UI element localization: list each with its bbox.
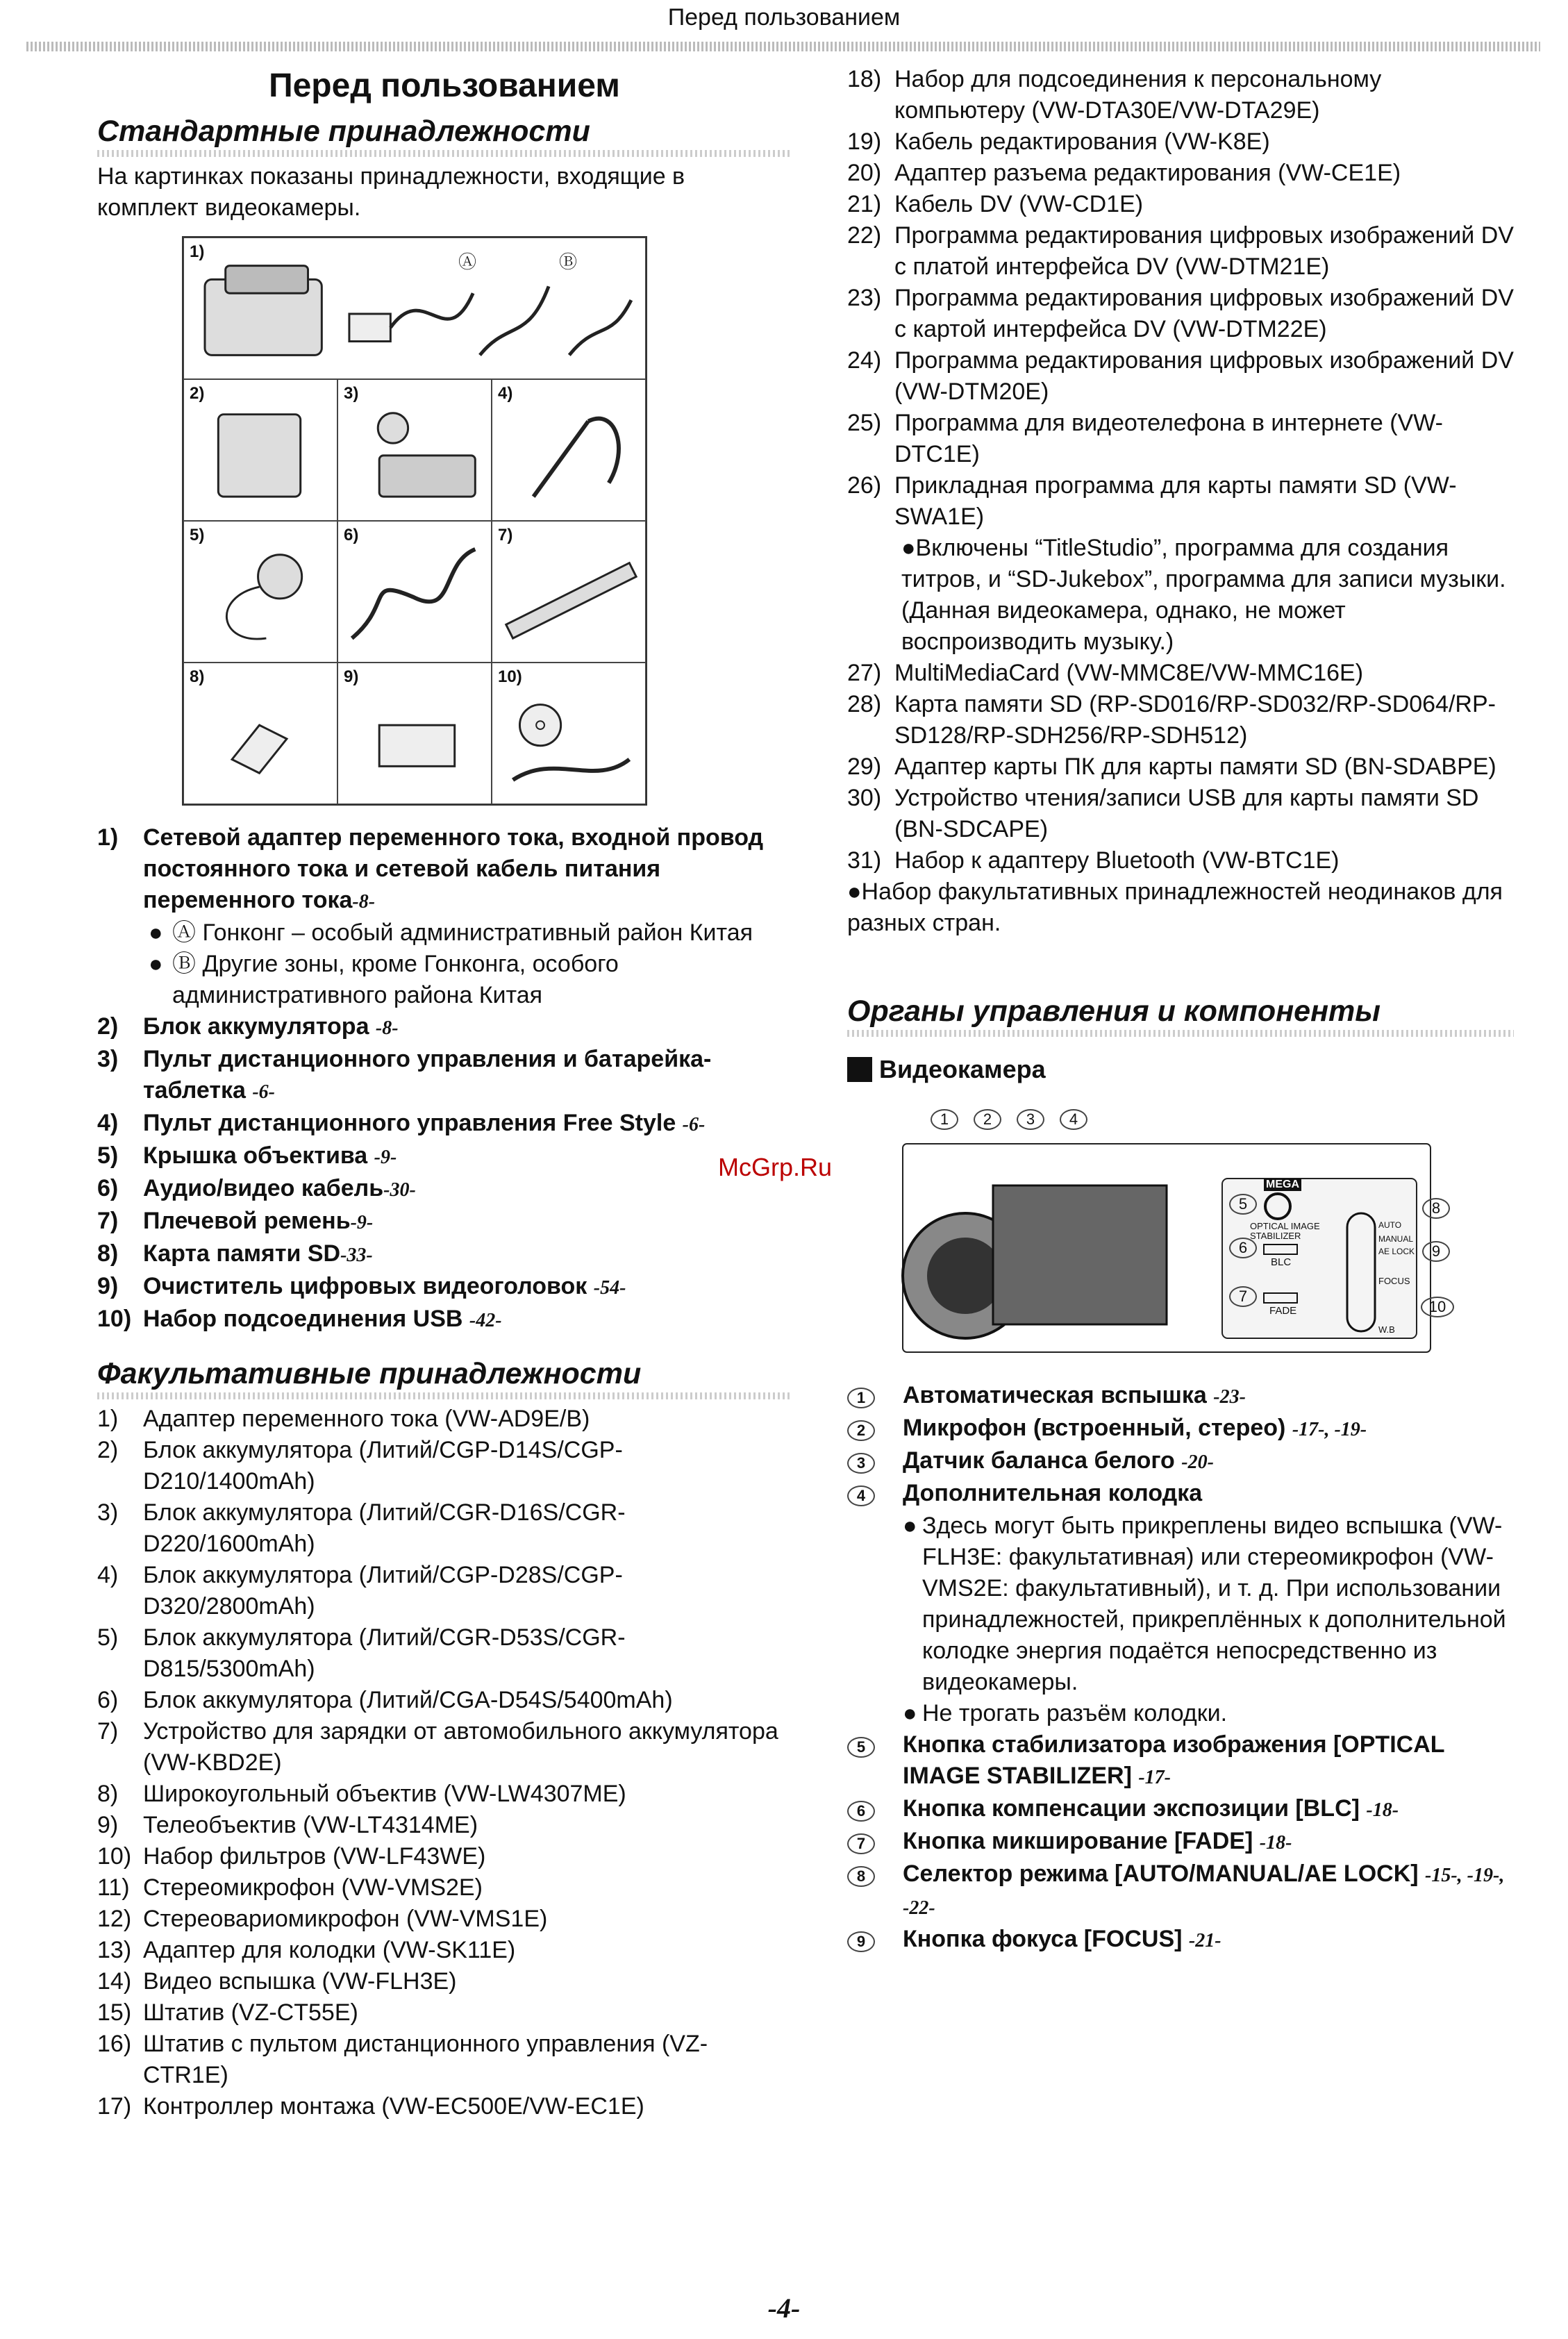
list-item: 24) Программа редактирования цифровых изображений DV (VW-DTM20E): [847, 347, 1514, 405]
list-item: 2) Блок аккумулятора -8-: [97, 1013, 399, 1040]
ac-adapter-illustration: [184, 238, 645, 378]
blc-label: BLC: [1271, 1256, 1292, 1268]
page-number: -4-: [767, 2292, 801, 2324]
figure-cell-8: [183, 663, 337, 804]
control-item: 6 Кнопка компенсации экспозиции [BLC] -18-: [847, 1793, 1514, 1826]
list-item: 5) Блок аккумулятора (Литий/CGR-D53S/CGR-D815/5300mAh): [97, 1624, 626, 1682]
control-item: 7 Кнопка микширование [FADE] -18-: [847, 1826, 1514, 1858]
control-note: ● Не трогать разъём колодки.: [903, 1700, 1228, 1726]
list-item: 2) Блок аккумулятора (Литий/CGP-D14S/CGP-D210/1400mAh): [97, 1437, 623, 1495]
list-item: 20) Адаптер разъема редактирования (VW-CE1E): [847, 160, 1401, 186]
list-item: 3) Блок аккумулятора (Литий/CGR-D16S/CGR-D220/1600mAh): [97, 1499, 626, 1557]
control-item: 4 Дополнительная колодка: [847, 1478, 1514, 1510]
mega-label: MEGA: [1264, 1179, 1301, 1191]
list-item: 22) Программа редактирования цифровых изображений DV с платой интерфейса DV (VW-DTM21E): [847, 222, 1514, 280]
list-item: 16) Штатив с пультом дистанционного управления (VZ-CTR1E): [97, 2031, 708, 2088]
list-item: 27) MultiMediaCard (VW-MMC8E/VW-MMC16E): [847, 660, 1364, 686]
header-rule: [26, 42, 1540, 51]
list-item: 4) Блок аккумулятора (Литий/CGP-D28S/CGP-D320/2800mAh): [97, 1562, 623, 1620]
optional-list: [97, 1404, 792, 2122]
freestyle-remote-illustration: [492, 380, 645, 520]
list-item: 9) Очиститель цифровых видеоголовок -54-: [97, 1273, 626, 1299]
focus-label: FOCUS: [1378, 1276, 1410, 1286]
lens-cap-illustration: [184, 522, 337, 662]
standard-intro: На картинках показаны принадлежности, входящие в комплект видеокамеры.: [97, 163, 685, 221]
remote-illustration: [338, 380, 491, 520]
control-item: 3 Датчик баланса белого -20-: [847, 1445, 1514, 1478]
callout-6: 6: [1229, 1238, 1257, 1258]
figure-label: 10): [498, 667, 522, 686]
optional-list-continued: [847, 64, 1514, 939]
figure-label: 3): [344, 384, 359, 403]
section-heading-standard: Стандартные принадлежности: [97, 115, 792, 161]
figure-cell-2: [183, 379, 337, 521]
accessories-figure: [182, 236, 647, 806]
figure-cell-9: [337, 663, 492, 804]
list-item: 1) Адаптер переменного тока (VW-AD9E/B): [97, 1406, 590, 1432]
callout-4: 4: [1060, 1109, 1087, 1130]
figure-cell-4: [492, 379, 646, 521]
usb-kit-illustration: [492, 663, 645, 804]
standard-list: [97, 822, 792, 1336]
page-title: Перед пользованием: [269, 67, 620, 104]
watermark: McGrp.Ru: [718, 1153, 833, 1181]
wb-label: W.B: [1378, 1324, 1395, 1335]
figure-label: 2): [190, 384, 205, 403]
list-item: 19) Кабель редактирования (VW-K8E): [847, 128, 1270, 155]
list-item: 29) Адаптер карты ПК для карты памяти SD (BN-SDABPE): [847, 754, 1496, 780]
figure-cell-10: [492, 663, 646, 804]
figure-label: 9): [344, 667, 359, 686]
list-bullet: ● Ⓑ Другие зоны, кроме Гонконга, особого административного района Китая: [149, 951, 619, 1008]
callout-10: 10: [1421, 1297, 1454, 1317]
list-bullet: ● Ⓐ Гонконг – особый административный район Китая: [149, 919, 753, 946]
list-item: 1) Сетевой адаптер переменного тока, входной провод постоянного тока и сетевой кабель питания переменного тока-8-: [97, 824, 764, 913]
control-item: 5 Кнопка стабилизатора изображения [OPTICAL IMAGE STABILIZER] -17-: [847, 1729, 1514, 1793]
figure-label-b: Ⓑ: [559, 251, 578, 272]
list-item: 31) Набор к адаптеру Bluetooth (VW-BTC1E): [847, 847, 1340, 874]
control-note: ● Здесь могут быть прикреплены видео вспышка (VW-FLH3E: факультативная) или стереомикрофон (VW-VMS2E: факультативный), и т. д. При использовании принадлежностей, прикреплённых к дополнительной колодке энергия подаётся непосредственно из видеокамеры.: [903, 1513, 1506, 1695]
figure-label: 7): [498, 526, 513, 544]
list-item: 12) Стереовариомикрофон (VW-VMS1E): [97, 1906, 548, 1932]
sd-card-illustration: [184, 663, 337, 804]
list-item: 28) Карта памяти SD (RP-SD016/RP-SD032/RP-SD064/RP-SD128/RP-SDH256/RP-SDH512): [847, 691, 1496, 749]
callout-7: 7: [1229, 1286, 1257, 1307]
list-item: 17) Контроллер монтажа (VW-EC500E/VW-EC1E): [97, 2093, 644, 2120]
list-item: 21) Кабель DV (VW-CD1E): [847, 191, 1144, 217]
auto-label: AUTO: [1378, 1220, 1402, 1230]
figure-cell-7: [492, 521, 646, 663]
callout-3: 3: [1017, 1109, 1044, 1130]
list-item: 18) Набор для подсоединения к персональному компьютеру (VW-DTA30E/VW-DTA29E): [847, 66, 1382, 124]
callout-8: 8: [1422, 1198, 1450, 1219]
callout-9: 9: [1422, 1241, 1450, 1262]
manual-label: MANUAL: [1378, 1234, 1414, 1244]
list-item: 30) Устройство чтения/записи USB для карты памяти SD (BN-SDCAPE): [847, 785, 1479, 842]
figure-label-a: Ⓐ: [458, 251, 477, 272]
list-item: 6) Блок аккумулятора (Литий/CGA-D54S/5400mAh): [97, 1687, 673, 1713]
list-item: 8) Карта памяти SD-33-: [97, 1240, 373, 1267]
fade-label: FADE: [1269, 1305, 1297, 1317]
figure-label: 6): [344, 526, 359, 544]
figure-label: 4): [498, 384, 513, 403]
camcorder-illustration: [889, 1109, 1458, 1359]
figure-cell-5: [183, 521, 337, 663]
list-item: 15) Штатив (VZ-CT55E): [97, 1999, 358, 2026]
right-column: [847, 64, 1514, 1956]
control-item: 8 Селектор режима [AUTO/MANUAL/AE LOCK] -15-, -19-, -22-: [847, 1858, 1514, 1924]
list-item: 25) Программа для видеотелефона в интернете (VW-DTC1E): [847, 410, 1444, 467]
list-item: 9) Телеобъектив (VW-LT4314ME): [97, 1812, 478, 1838]
list-item: 13) Адаптер для колодки (VW-SK11E): [97, 1937, 516, 1963]
list-note: ●Набор факультативных принадлежностей неодинаков для разных стран.: [847, 879, 1503, 936]
list-item: 7) Плечевой ремень-9-: [97, 1208, 374, 1234]
figure-label: 1): [190, 242, 205, 261]
head-cleaner-illustration: [338, 663, 491, 804]
list-item: 14) Видео вспышка (VW-FLH3E): [97, 1968, 457, 1995]
list-item: 10) Набор фильтров (VW-LF43WE): [97, 1843, 486, 1870]
callout-5: 5: [1229, 1194, 1257, 1215]
figure-label: 8): [190, 667, 205, 686]
figure-cell-3: [337, 379, 492, 521]
figure-cell-1: [183, 238, 646, 379]
figure-label: 5): [190, 526, 205, 544]
list-item: 4) Пульт дистанционного управления Free Style -6-: [97, 1110, 706, 1136]
control-item: 9 Кнопка фокуса [FOCUS] -21-: [847, 1924, 1514, 1956]
callout-2: 2: [974, 1109, 1001, 1130]
controls-list: [847, 1380, 1514, 1956]
list-item: 11) Стереомикрофон (VW-VMS2E): [97, 1874, 483, 1901]
list-item: 26) Прикладная программа для карты памяти SD (VW-SWA1E): [847, 472, 1457, 530]
battery-illustration: [184, 380, 337, 520]
camera-diagram: [889, 1109, 1458, 1359]
list-item: 3) Пульт дистанционного управления и батарейка-таблетка -6-: [97, 1046, 712, 1104]
list-item: 6) Аудио/видео кабель-30-: [97, 1175, 416, 1201]
list-item: 23) Программа редактирования цифровых изображений DV с картой интерфейса DV (VW-DTM22E): [847, 285, 1514, 342]
callout-1: 1: [931, 1109, 958, 1130]
control-item: 1 Автоматическая вспышка -23-: [847, 1380, 1514, 1413]
figure-cell-6: [337, 521, 492, 663]
list-item: 7) Устройство для зарядки от автомобильного аккумулятора (VW-KBD2E): [97, 1718, 778, 1776]
control-item: 2 Микрофон (встроенный, стерео) -17-, -19-: [847, 1413, 1514, 1445]
camera-subheading: Видеокамера: [847, 1055, 1514, 1084]
left-column: [97, 64, 792, 2122]
square-bullet-icon: [847, 1057, 872, 1082]
shoulder-strap-illustration: [492, 522, 645, 662]
list-item: 10) Набор подсоединения USB -42-: [97, 1306, 502, 1332]
av-cable-illustration: [338, 522, 491, 662]
list-item: 8) Широкоугольный объектив (VW-LW4307ME): [97, 1781, 626, 1807]
running-header: Перед пользованием: [667, 4, 901, 31]
section-heading-optional: Факультативные принадлежности: [97, 1357, 792, 1404]
ois-label: OPTICAL IMAGE STABILIZER: [1250, 1221, 1320, 1241]
list-item: 5) Крышка объектива -9-: [97, 1142, 397, 1169]
aelock-label: AE LOCK: [1378, 1247, 1415, 1256]
section-heading-controls: Органы управления и компоненты: [847, 994, 1514, 1041]
list-note: ●Включены “TitleStudio”, программа для создания титров, и “SD-Jukebox”, программа для записи музыки. (Данная видеокамера, однако, не может воспроизводить музыку.): [901, 535, 1506, 655]
